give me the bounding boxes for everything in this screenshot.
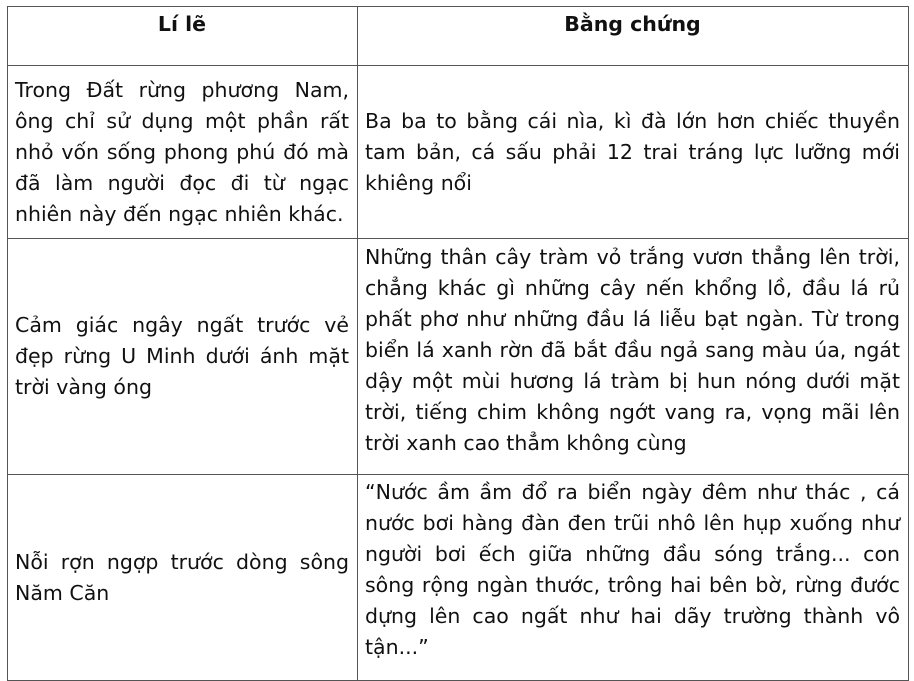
table-row bbox=[8, 239, 909, 475]
header-evidence: Bằng chứng bbox=[358, 7, 909, 66]
argument-evidence-table bbox=[7, 6, 909, 681]
header-row bbox=[8, 7, 909, 66]
evidence-cell: Những thân cây tràm vỏ trắng vươn thẳng lên trời, chẳng khác gì những cây nến khổng lồ, đầu lá rủ phất phơ như những đầu lá liễu bạt ngàn. Từ trong biển lá xanh rờn đã bắt đầu ngả sang màu úa, ngát dậy một mùi hương lá tràm bị hun nóng dưới mặt trời, tiếng chim không ngớt vang ra, vọng mãi lên trời xanh cao thẳm không cùng bbox=[358, 239, 909, 475]
table-row bbox=[8, 66, 909, 239]
evidence-cell: “Nước ầm ầm đổ ra biển ngày đêm như thác , cá nước bơi hàng đàn đen trũi nhô lên hụp xuống như người bơi ếch giữa những đầu sóng trắng... con sông rộng ngàn thước, trông hai bên bờ, rừng đước dựng lên cao ngất như hai dãy trường thành vô tận...” bbox=[358, 475, 909, 681]
table-row bbox=[8, 475, 909, 681]
header-reason: Lí lẽ bbox=[8, 7, 358, 66]
reason-cell: Trong Đất rừng phương Nam, ông chỉ sử dụng một phần rất nhỏ vốn sống phong phú đó mà đã làm người đọc đi từ ngạc nhiên này đến ngạc nhiên khác. bbox=[8, 66, 358, 239]
reason-cell: Nỗi rợn ngợp trước dòng sông Năm Căn bbox=[8, 475, 358, 681]
evidence-cell: Ba ba to bằng cái nìa, kì đà lớn hơn chiếc thuyền tam bản, cá sấu phải 12 trai tráng lực lưỡng mới khiêng nổi bbox=[358, 66, 909, 239]
reason-cell: Cảm giác ngây ngất trước vẻ đẹp rừng U Minh dưới ánh mặt trời vàng óng bbox=[8, 239, 358, 475]
